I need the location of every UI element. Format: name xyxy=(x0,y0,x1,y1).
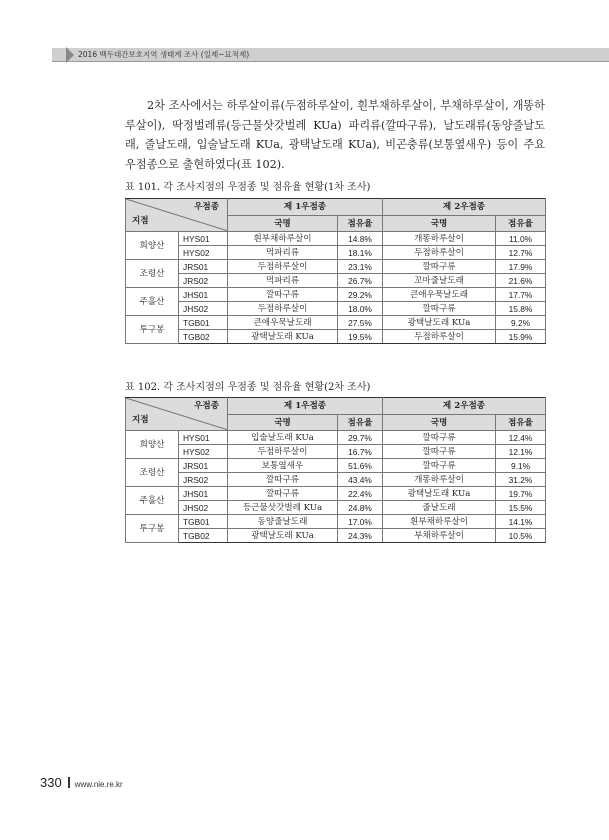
corner-label-site: 지점 xyxy=(132,415,149,425)
second-dominant-share-cell: 17.9% xyxy=(496,260,546,274)
table-row xyxy=(126,274,546,288)
second-dominant-species-cell: 줄날도래 xyxy=(383,501,496,515)
second-dominant-share-cell: 15.8% xyxy=(496,302,546,316)
table-row xyxy=(126,246,546,260)
second-dominant-share-cell: 31.2% xyxy=(496,473,546,487)
first-dominant-species-cell: 두점하루살이 xyxy=(228,302,338,316)
second-dominant-species-cell: 꼬마줄날도래 xyxy=(383,274,496,288)
second-dominant-share-cell: 15.9% xyxy=(496,330,546,344)
first-dominant-share-cell: 29.2% xyxy=(338,288,383,302)
second-dominant-share-cell: 21.6% xyxy=(496,274,546,288)
table-row xyxy=(126,288,546,302)
corner-label-dominant: 우점종 xyxy=(194,401,219,411)
column-header-name: 국명 xyxy=(228,415,338,431)
table-102 xyxy=(125,397,546,543)
column-header-name: 국명 xyxy=(228,216,338,232)
table-row xyxy=(126,232,546,246)
first-dominant-species-cell: 입술날도래 KUa xyxy=(228,431,338,445)
station-code-cell: HYS01 xyxy=(179,431,228,445)
second-dominant-species-cell: 두점하루살이 xyxy=(383,330,496,344)
corner-label-dominant: 우점종 xyxy=(194,202,219,212)
second-dominant-share-cell: 10.5% xyxy=(496,529,546,543)
first-dominant-share-cell: 26.7% xyxy=(338,274,383,288)
group-header-second-dominant: 제 2우점종 xyxy=(383,199,546,216)
first-dominant-share-cell: 51.6% xyxy=(338,459,383,473)
second-dominant-share-cell: 9.1% xyxy=(496,459,546,473)
second-dominant-species-cell: 개똥하루살이 xyxy=(383,232,496,246)
second-dominant-share-cell: 11.0% xyxy=(496,232,546,246)
first-dominant-species-cell: 두점하루살이 xyxy=(228,260,338,274)
table-row xyxy=(126,330,546,344)
second-dominant-species-cell: 깔따구류 xyxy=(383,260,496,274)
site-name-cell: 투구봉 xyxy=(126,515,179,543)
site-name-cell: 주흘산 xyxy=(126,487,179,515)
first-dominant-species-cell: 깔따구류 xyxy=(228,288,338,302)
first-dominant-species-cell: 먹파리류 xyxy=(228,246,338,260)
first-dominant-species-cell: 먹파리류 xyxy=(228,274,338,288)
first-dominant-species-cell: 동양줄날도래 xyxy=(228,515,338,529)
first-dominant-share-cell: 43.4% xyxy=(338,473,383,487)
column-header-share: 점유율 xyxy=(496,415,546,431)
first-dominant-share-cell: 24.3% xyxy=(338,529,383,543)
corner-label-site: 지점 xyxy=(132,216,149,226)
station-code-cell: TGB01 xyxy=(179,515,228,529)
first-dominant-share-cell: 24.8% xyxy=(338,501,383,515)
site-name-cell: 투구봉 xyxy=(126,316,179,344)
first-dominant-share-cell: 19.5% xyxy=(338,330,383,344)
station-code-cell: JRS02 xyxy=(179,473,228,487)
second-dominant-share-cell: 14.1% xyxy=(496,515,546,529)
column-header-share: 점유율 xyxy=(338,216,383,232)
first-dominant-species-cell: 큰애우묵날도래 xyxy=(228,316,338,330)
running-header-title: 2016 백두대간보호지역 생태계 조사 (일제~묘적제) xyxy=(78,50,250,59)
station-code-cell: TGB02 xyxy=(179,330,228,344)
header-chevron-icon xyxy=(66,47,74,63)
group-header-first-dominant: 제 1우점종 xyxy=(228,398,383,415)
group-header-first-dominant: 제 1우점종 xyxy=(228,199,383,216)
station-code-cell: TGB01 xyxy=(179,316,228,330)
station-code-cell: HYS01 xyxy=(179,232,228,246)
table-row xyxy=(126,260,546,274)
station-code-cell: JRS01 xyxy=(179,260,228,274)
first-dominant-share-cell: 22.4% xyxy=(338,487,383,501)
column-header-name: 국명 xyxy=(383,415,496,431)
first-dominant-share-cell: 23.1% xyxy=(338,260,383,274)
footer-url: www.nie.re.kr xyxy=(74,780,123,789)
second-dominant-share-cell: 19.7% xyxy=(496,487,546,501)
first-dominant-share-cell: 18.0% xyxy=(338,302,383,316)
table-row xyxy=(126,487,546,501)
second-dominant-species-cell: 두점하루살이 xyxy=(383,246,496,260)
station-code-cell: HYS02 xyxy=(179,246,228,260)
second-dominant-share-cell: 12.1% xyxy=(496,445,546,459)
first-dominant-species-cell: 깔따구류 xyxy=(228,487,338,501)
first-dominant-share-cell: 14.8% xyxy=(338,232,383,246)
second-dominant-species-cell: 광택날도래 KUa xyxy=(383,487,496,501)
station-code-cell: HYS02 xyxy=(179,445,228,459)
table-row xyxy=(126,431,546,445)
first-dominant-share-cell: 29.7% xyxy=(338,431,383,445)
second-dominant-species-cell: 깔따구류 xyxy=(383,431,496,445)
site-name-cell: 주흘산 xyxy=(126,288,179,316)
table-row xyxy=(126,529,546,543)
second-dominant-species-cell: 큰애우묵날도래 xyxy=(383,288,496,302)
second-dominant-species-cell: 깔따구류 xyxy=(383,445,496,459)
station-code-cell: JHS02 xyxy=(179,302,228,316)
station-code-cell: JHS01 xyxy=(179,288,228,302)
table-row xyxy=(126,316,546,330)
site-name-cell: 희양산 xyxy=(126,431,179,459)
station-code-cell: JRS01 xyxy=(179,459,228,473)
second-dominant-share-cell: 9.2% xyxy=(496,316,546,330)
second-dominant-species-cell: 개똥하루살이 xyxy=(383,473,496,487)
station-code-cell: JHS01 xyxy=(179,487,228,501)
first-dominant-species-cell: 광택날도래 KUa xyxy=(228,529,338,543)
station-code-cell: JHS02 xyxy=(179,501,228,515)
site-name-cell: 희양산 xyxy=(126,232,179,260)
column-header-share: 점유율 xyxy=(338,415,383,431)
page-number: 330 xyxy=(40,775,62,790)
table-row xyxy=(126,473,546,487)
second-dominant-species-cell: 깔따구류 xyxy=(383,459,496,473)
table-row xyxy=(126,445,546,459)
table-corner-header xyxy=(126,199,228,232)
station-code-cell: JRS02 xyxy=(179,274,228,288)
body-text: 2차 조사에서는 하루살이류(두점하루살이, 흰부채하루살이, 부채하루살이, 개똥하루살이), 딱정벌레류(등근물삿갓벌레 KUa) 파리류(깔따구류), 날도래류(동양줄날도래, 줄날도래, 입술날도래 KUa, 광택날도래 KUa), 비곤충류(보통옆새우) 등이 주요 우점종으로 출현하였다(표 102). xyxy=(125,99,545,171)
second-dominant-share-cell: 12.4% xyxy=(496,431,546,445)
first-dominant-species-cell: 보통옆새우 xyxy=(228,459,338,473)
table-101-caption: 표 101. 각 조사지점의 우점종 및 점유율 현황(1차 조사) xyxy=(125,182,371,193)
first-dominant-species-cell: 등근물삿갓벌레 KUa xyxy=(228,501,338,515)
group-header-second-dominant: 제 2우점종 xyxy=(383,398,546,415)
first-dominant-share-cell: 18.1% xyxy=(338,246,383,260)
second-dominant-species-cell: 깔따구류 xyxy=(383,302,496,316)
second-dominant-species-cell: 흰부채하루살이 xyxy=(383,515,496,529)
table-102-caption: 표 102. 각 조사지점의 우점종 및 점유율 현황(2차 조사) xyxy=(125,382,371,393)
first-dominant-share-cell: 16.7% xyxy=(338,445,383,459)
table-101 xyxy=(125,198,546,344)
table-row xyxy=(126,501,546,515)
first-dominant-species-cell: 광택날도래 KUa xyxy=(228,330,338,344)
second-dominant-share-cell: 17.7% xyxy=(496,288,546,302)
table-row xyxy=(126,302,546,316)
site-name-cell: 조령산 xyxy=(126,459,179,487)
first-dominant-species-cell: 흰부채하루살이 xyxy=(228,232,338,246)
second-dominant-share-cell: 15.5% xyxy=(496,501,546,515)
first-dominant-share-cell: 17.0% xyxy=(338,515,383,529)
first-dominant-species-cell: 두점하루살이 xyxy=(228,445,338,459)
column-header-share: 점유율 xyxy=(496,216,546,232)
first-dominant-share-cell: 27.5% xyxy=(338,316,383,330)
body-paragraph xyxy=(125,96,545,174)
table-corner-header xyxy=(126,398,228,431)
station-code-cell: TGB02 xyxy=(179,529,228,543)
first-dominant-species-cell: 깔따구류 xyxy=(228,473,338,487)
table-row xyxy=(126,459,546,473)
table-row xyxy=(126,515,546,529)
site-name-cell: 조령산 xyxy=(126,260,179,288)
second-dominant-share-cell: 12.7% xyxy=(496,246,546,260)
second-dominant-species-cell: 광택날도래 KUa xyxy=(383,316,496,330)
footer-divider xyxy=(68,777,70,788)
column-header-name: 국명 xyxy=(383,216,496,232)
page-footer xyxy=(40,774,123,792)
second-dominant-species-cell: 부채하루살이 xyxy=(383,529,496,543)
